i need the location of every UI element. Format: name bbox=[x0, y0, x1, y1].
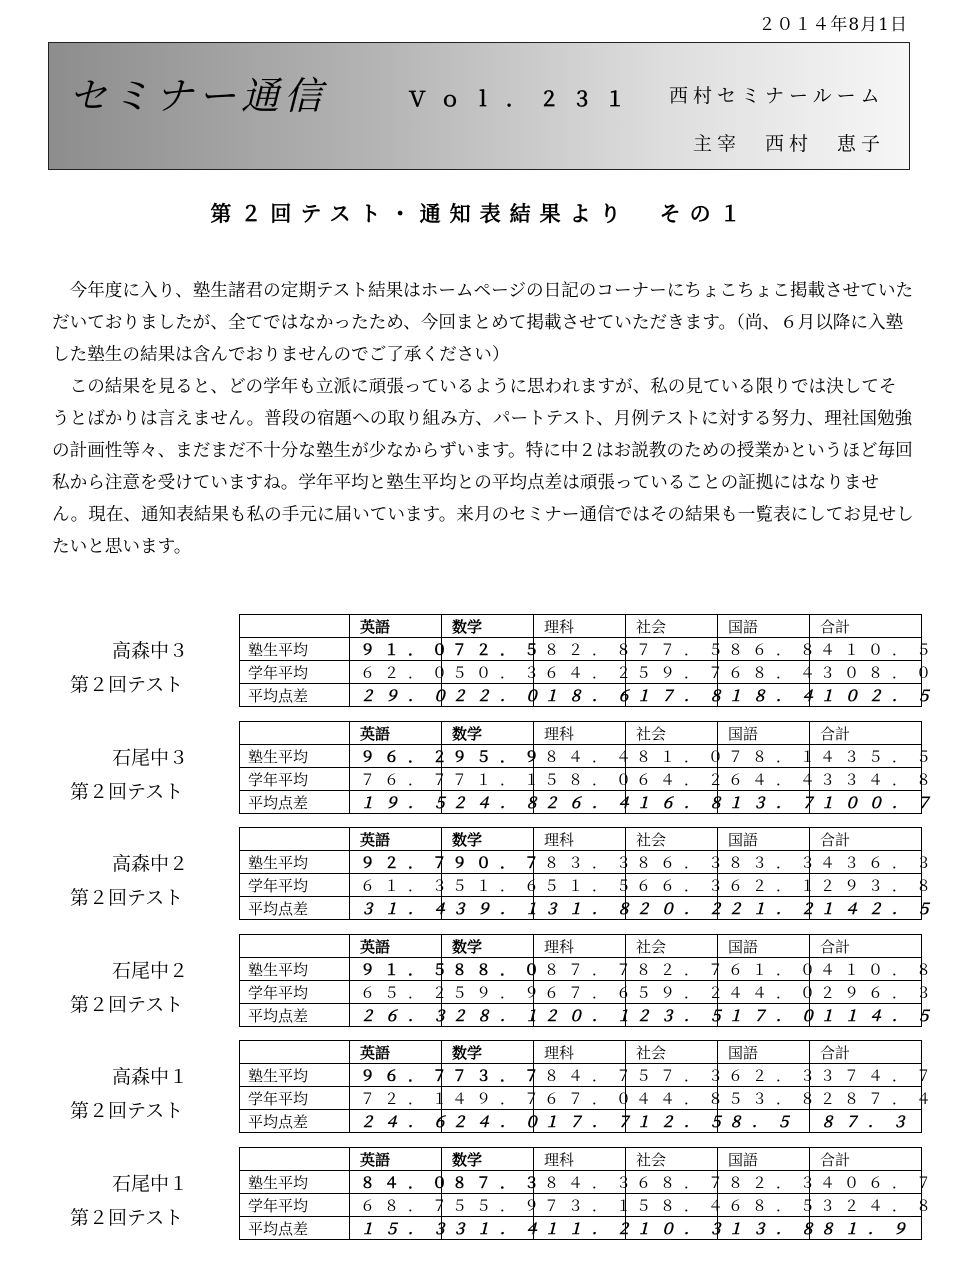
column-header: 合計 bbox=[810, 615, 922, 638]
table-row bbox=[240, 1087, 922, 1110]
issue-date: ２０１４年8月1日 bbox=[758, 15, 908, 35]
score-cell: ５９．７ bbox=[626, 661, 718, 684]
test-name: 第２回テスト bbox=[70, 887, 184, 909]
table-row bbox=[240, 1004, 922, 1027]
score-cell: ２６．３ bbox=[350, 1004, 442, 1027]
score-cell: ４４．８ bbox=[626, 1087, 718, 1110]
editor-name: 主宰 西村 恵子 bbox=[693, 133, 886, 155]
score-cell: ７６．７ bbox=[350, 768, 442, 791]
score-cell: ３３４．８ bbox=[810, 768, 922, 791]
row-label: 学年平均 bbox=[240, 874, 350, 897]
column-header: 理科 bbox=[534, 935, 626, 958]
score-cell: ２９６．３ bbox=[810, 981, 922, 1004]
table-row bbox=[240, 1064, 922, 1087]
score-cell: ３１．４ bbox=[350, 897, 442, 920]
score-cell: ７７．５ bbox=[626, 638, 718, 661]
score-cell: １１．２ bbox=[534, 1217, 626, 1240]
organization-name: 西村セミナールーム bbox=[669, 85, 885, 107]
column-header: 英語 bbox=[350, 828, 442, 851]
score-cell: １１４．５ bbox=[810, 1004, 922, 1027]
paragraph: 今年度に入り、塾生諸君の定期テスト結果はホームページの日記のコーナーにちょこちょこ掲載させていただいておりましたが、全てではなかったため、今回まとめて掲載させていただきます。（尚、６月以降に入塾した塾生の結果は含んでおりませんのでご了承ください） bbox=[52, 281, 914, 365]
score-cell: ２８．１ bbox=[442, 1004, 534, 1027]
row-label: 塾生平均 bbox=[240, 958, 350, 981]
score-cell: ３１．８ bbox=[534, 897, 626, 920]
score-cell: ６６．３ bbox=[626, 874, 718, 897]
column-header: 数学 bbox=[442, 828, 534, 851]
score-cell: ６２．０ bbox=[350, 661, 442, 684]
column-header: 国語 bbox=[718, 828, 810, 851]
table-header-row bbox=[240, 935, 922, 958]
score-group bbox=[0, 721, 960, 821]
column-header: 社会 bbox=[626, 1041, 718, 1064]
row-label: 平均点差 bbox=[240, 1217, 350, 1240]
row-label: 平均点差 bbox=[240, 897, 350, 920]
row-label: 学年平均 bbox=[240, 1194, 350, 1217]
score-cell: ９０．７ bbox=[442, 851, 534, 874]
score-cell: ２４．０ bbox=[442, 1110, 534, 1133]
score-table bbox=[239, 934, 941, 1027]
score-cell: １００．７ bbox=[810, 791, 922, 814]
column-header: 社会 bbox=[626, 615, 718, 638]
table-header-row bbox=[240, 1041, 922, 1064]
score-cell: ３０８．０ bbox=[810, 661, 922, 684]
score-cell: ９５．９ bbox=[442, 745, 534, 768]
score-cell: ４１０．８ bbox=[810, 958, 922, 981]
score-cell: ５８．０ bbox=[534, 768, 626, 791]
score-cell: ７２．５ bbox=[442, 638, 534, 661]
header-blank-cell bbox=[240, 722, 350, 745]
score-cell: ２４．８ bbox=[442, 791, 534, 814]
score-cell: ２４．６ bbox=[350, 1110, 442, 1133]
score-cell: １４２．５ bbox=[810, 897, 922, 920]
column-header: 国語 bbox=[718, 1148, 810, 1171]
table-row bbox=[240, 745, 922, 768]
score-cell: ２３．５ bbox=[626, 1004, 718, 1027]
column-header: 理科 bbox=[534, 1148, 626, 1171]
score-cell: １６．８ bbox=[626, 791, 718, 814]
school-name: 石尾中１ bbox=[112, 1173, 189, 1195]
score-cell: ８８．０ bbox=[442, 958, 534, 981]
score-cell: ４９．７ bbox=[442, 1087, 534, 1110]
column-header: 国語 bbox=[718, 615, 810, 638]
score-cell: ８３．３ bbox=[534, 851, 626, 874]
table-row bbox=[240, 851, 922, 874]
school-name: 高森中２ bbox=[112, 853, 189, 875]
score-cell: ６４．２ bbox=[626, 768, 718, 791]
score-cell: ８４．３ bbox=[534, 1171, 626, 1194]
score-cell: ９２．７ bbox=[350, 851, 442, 874]
score-group bbox=[0, 614, 960, 714]
paragraph: この結果を見ると、どの学年も立派に頑張っているように思われますが、私の見ている限りでは決してそうとばかりは言えません。普段の宿題への取り組み方、パートテスト、月例テストに対する努力、理社国勉強の計画性等々、まだまだ不十分な塾生が少なからずいます。特に中２はお説教のための授業かというほど毎回私から注意を受けていますね。学年平均と塾生平均との平均点差は頑張っていることの証拠にはなりません。現在、通知表結果も私の手元に届いています。来月のセミナー通信ではその結果も一覧表にしてお見せしたいと思います。 bbox=[52, 377, 914, 557]
header-blank-cell bbox=[240, 1148, 350, 1171]
column-header: 英語 bbox=[350, 1148, 442, 1171]
row-label: 塾生平均 bbox=[240, 1171, 350, 1194]
score-cell: ２０．２ bbox=[626, 897, 718, 920]
column-header: 英語 bbox=[350, 615, 442, 638]
score-cell: １３．８ bbox=[718, 1217, 810, 1240]
column-header: 英語 bbox=[350, 935, 442, 958]
score-cell: ６４．４ bbox=[718, 768, 810, 791]
score-cell: ６８．７ bbox=[350, 1194, 442, 1217]
score-cell: ５１．６ bbox=[442, 874, 534, 897]
table-row bbox=[240, 791, 922, 814]
school-name: 高森中３ bbox=[112, 640, 189, 662]
score-cell: ７８．１ bbox=[718, 745, 810, 768]
score-cell: ８４．０ bbox=[350, 1171, 442, 1194]
score-group bbox=[0, 1040, 960, 1140]
score-cell: ６２．３ bbox=[718, 1064, 810, 1087]
row-label: 塾生平均 bbox=[240, 851, 350, 874]
score-cell: ３２４．８ bbox=[810, 1194, 922, 1217]
row-label: 平均点差 bbox=[240, 791, 350, 814]
row-label: 学年平均 bbox=[240, 981, 350, 1004]
newsletter-banner bbox=[48, 42, 910, 170]
score-cell: ７３．１ bbox=[534, 1194, 626, 1217]
score-cell: ４３５．５ bbox=[810, 745, 922, 768]
table-row bbox=[240, 684, 922, 707]
school-name: 石尾中３ bbox=[112, 747, 189, 769]
score-cell: １７．０ bbox=[718, 1004, 810, 1027]
score-cell: ６４．２ bbox=[534, 661, 626, 684]
column-header: 英語 bbox=[350, 1041, 442, 1064]
school-name: 高森中１ bbox=[112, 1066, 189, 1088]
table-row bbox=[240, 874, 922, 897]
score-cell: ６８．７ bbox=[626, 1171, 718, 1194]
column-header: 理科 bbox=[534, 615, 626, 638]
row-label: 学年平均 bbox=[240, 1087, 350, 1110]
score-cell: １０２．５ bbox=[810, 684, 922, 707]
column-header: 国語 bbox=[718, 722, 810, 745]
column-header: 合計 bbox=[810, 935, 922, 958]
table-row bbox=[240, 1217, 922, 1240]
row-label: 塾生平均 bbox=[240, 1064, 350, 1087]
score-cell: ３１．４ bbox=[442, 1217, 534, 1240]
column-header: 社会 bbox=[626, 1148, 718, 1171]
score-cell: ６８．４ bbox=[718, 661, 810, 684]
score-table bbox=[239, 1147, 941, 1240]
score-cell: ７２．１ bbox=[350, 1087, 442, 1110]
score-table bbox=[239, 1040, 941, 1133]
score-cell: ９６．７ bbox=[350, 1064, 442, 1087]
table-row bbox=[240, 661, 922, 684]
score-cell: ６１．０ bbox=[718, 958, 810, 981]
score-cell: ４１０．５ bbox=[810, 638, 922, 661]
test-name: 第２回テスト bbox=[70, 674, 184, 696]
score-cell: １８．６ bbox=[534, 684, 626, 707]
score-cell: ９１．０ bbox=[350, 638, 442, 661]
test-name: 第２回テスト bbox=[70, 1100, 184, 1122]
score-cell: ８１．９ bbox=[810, 1217, 922, 1240]
column-header: 数学 bbox=[442, 1041, 534, 1064]
row-label: 平均点差 bbox=[240, 1110, 350, 1133]
score-cell: １０．３ bbox=[626, 1217, 718, 1240]
column-header: 英語 bbox=[350, 722, 442, 745]
table-row bbox=[240, 1110, 922, 1133]
score-cell: ２９．０ bbox=[350, 684, 442, 707]
score-cell: ８４．４ bbox=[534, 745, 626, 768]
score-cell: ４３６．３ bbox=[810, 851, 922, 874]
test-name: 第２回テスト bbox=[70, 781, 184, 803]
score-cell: ４４．０ bbox=[718, 981, 810, 1004]
score-cell: ８６．３ bbox=[626, 851, 718, 874]
row-label: 塾生平均 bbox=[240, 745, 350, 768]
section-heading: 第２回テスト・通知表結果より その１ bbox=[210, 201, 750, 226]
score-cell: ５９．９ bbox=[442, 981, 534, 1004]
header-blank-cell bbox=[240, 935, 350, 958]
score-cell: ５５．９ bbox=[442, 1194, 534, 1217]
column-header: 国語 bbox=[718, 935, 810, 958]
score-table bbox=[239, 827, 941, 920]
score-cell: ３９．１ bbox=[442, 897, 534, 920]
score-cell: ５７．３ bbox=[626, 1064, 718, 1087]
column-header: 理科 bbox=[534, 828, 626, 851]
score-cell: １３．７ bbox=[718, 791, 810, 814]
test-name: 第２回テスト bbox=[70, 994, 184, 1016]
score-cell: ８７．７ bbox=[534, 958, 626, 981]
score-cell: １５．３ bbox=[350, 1217, 442, 1240]
score-group bbox=[0, 1147, 960, 1247]
column-header: 社会 bbox=[626, 722, 718, 745]
column-header: 数学 bbox=[442, 935, 534, 958]
score-cell: １２．５ bbox=[626, 1110, 718, 1133]
table-row bbox=[240, 897, 922, 920]
table-header-row bbox=[240, 828, 922, 851]
score-cell: ２０．１ bbox=[534, 1004, 626, 1027]
body-text bbox=[52, 275, 914, 563]
score-cell: ６１．３ bbox=[350, 874, 442, 897]
score-cell: １９．５ bbox=[350, 791, 442, 814]
score-cell: ８７．３ bbox=[442, 1171, 534, 1194]
score-cell: １８．４ bbox=[718, 684, 810, 707]
score-cell: ８６．８ bbox=[718, 638, 810, 661]
score-cell: ８３．３ bbox=[718, 851, 810, 874]
score-cell: ８２．８ bbox=[534, 638, 626, 661]
score-cell: ６７．０ bbox=[534, 1087, 626, 1110]
column-header: 数学 bbox=[442, 1148, 534, 1171]
column-header: 合計 bbox=[810, 828, 922, 851]
score-cell: ５９．２ bbox=[626, 981, 718, 1004]
column-header: 数学 bbox=[442, 722, 534, 745]
score-group bbox=[0, 827, 960, 927]
score-cell: ２２．０ bbox=[442, 684, 534, 707]
score-cell: ２８７．４ bbox=[810, 1087, 922, 1110]
row-label: 平均点差 bbox=[240, 684, 350, 707]
score-cell: １７．７ bbox=[534, 1110, 626, 1133]
test-name: 第２回テスト bbox=[70, 1207, 184, 1229]
school-name: 石尾中２ bbox=[112, 960, 189, 982]
score-cell: ３７４．７ bbox=[810, 1064, 922, 1087]
table-header-row bbox=[240, 615, 922, 638]
score-cell: ７３．７ bbox=[442, 1064, 534, 1087]
header-blank-cell bbox=[240, 828, 350, 851]
newsletter-title: セミナー通信 bbox=[69, 74, 328, 118]
score-cell: ８２．３ bbox=[718, 1171, 810, 1194]
table-row bbox=[240, 768, 922, 791]
score-cell: ５８．４ bbox=[626, 1194, 718, 1217]
table-row bbox=[240, 958, 922, 981]
column-header: 合計 bbox=[810, 1041, 922, 1064]
table-header-row bbox=[240, 722, 922, 745]
score-cell: ７１．１ bbox=[442, 768, 534, 791]
score-cell: ６２．１ bbox=[718, 874, 810, 897]
score-cell: ８１．０ bbox=[626, 745, 718, 768]
column-header: 国語 bbox=[718, 1041, 810, 1064]
column-header: 合計 bbox=[810, 722, 922, 745]
score-cell: ９１．５ bbox=[350, 958, 442, 981]
score-cell: ２９３．８ bbox=[810, 874, 922, 897]
row-label: 塾生平均 bbox=[240, 638, 350, 661]
score-cell: ５３．８ bbox=[718, 1087, 810, 1110]
score-cell: ９６．２ bbox=[350, 745, 442, 768]
table-header-row bbox=[240, 1148, 922, 1171]
row-label: 学年平均 bbox=[240, 768, 350, 791]
column-header: 合計 bbox=[810, 1148, 922, 1171]
score-group bbox=[0, 934, 960, 1034]
score-cell: ８２．７ bbox=[626, 958, 718, 981]
column-header: 社会 bbox=[626, 828, 718, 851]
column-header: 数学 bbox=[442, 615, 534, 638]
score-cell: ２６．４ bbox=[534, 791, 626, 814]
table-row bbox=[240, 638, 922, 661]
header-blank-cell bbox=[240, 1041, 350, 1064]
score-cell: ８４．７ bbox=[534, 1064, 626, 1087]
row-label: 平均点差 bbox=[240, 1004, 350, 1027]
score-cell: ４０６．７ bbox=[810, 1171, 922, 1194]
score-cell: ６７．６ bbox=[534, 981, 626, 1004]
header-blank-cell bbox=[240, 615, 350, 638]
score-cell: ６８．５ bbox=[718, 1194, 810, 1217]
score-cell: ５０．３ bbox=[442, 661, 534, 684]
score-cell: １７．８ bbox=[626, 684, 718, 707]
column-header: 社会 bbox=[626, 935, 718, 958]
score-cell: ８．５ bbox=[718, 1110, 810, 1133]
score-table bbox=[239, 721, 941, 814]
volume-number: Ｖｏｌ．２３１ bbox=[407, 87, 638, 111]
column-header: 理科 bbox=[534, 722, 626, 745]
table-row bbox=[240, 981, 922, 1004]
table-row bbox=[240, 1194, 922, 1217]
row-label: 学年平均 bbox=[240, 661, 350, 684]
score-cell: ５１．５ bbox=[534, 874, 626, 897]
score-cell: ２１．２ bbox=[718, 897, 810, 920]
score-cell: ８７．３ bbox=[810, 1110, 922, 1133]
table-row bbox=[240, 1171, 922, 1194]
score-table bbox=[239, 614, 941, 707]
column-header: 理科 bbox=[534, 1041, 626, 1064]
score-cell: ６５．２ bbox=[350, 981, 442, 1004]
